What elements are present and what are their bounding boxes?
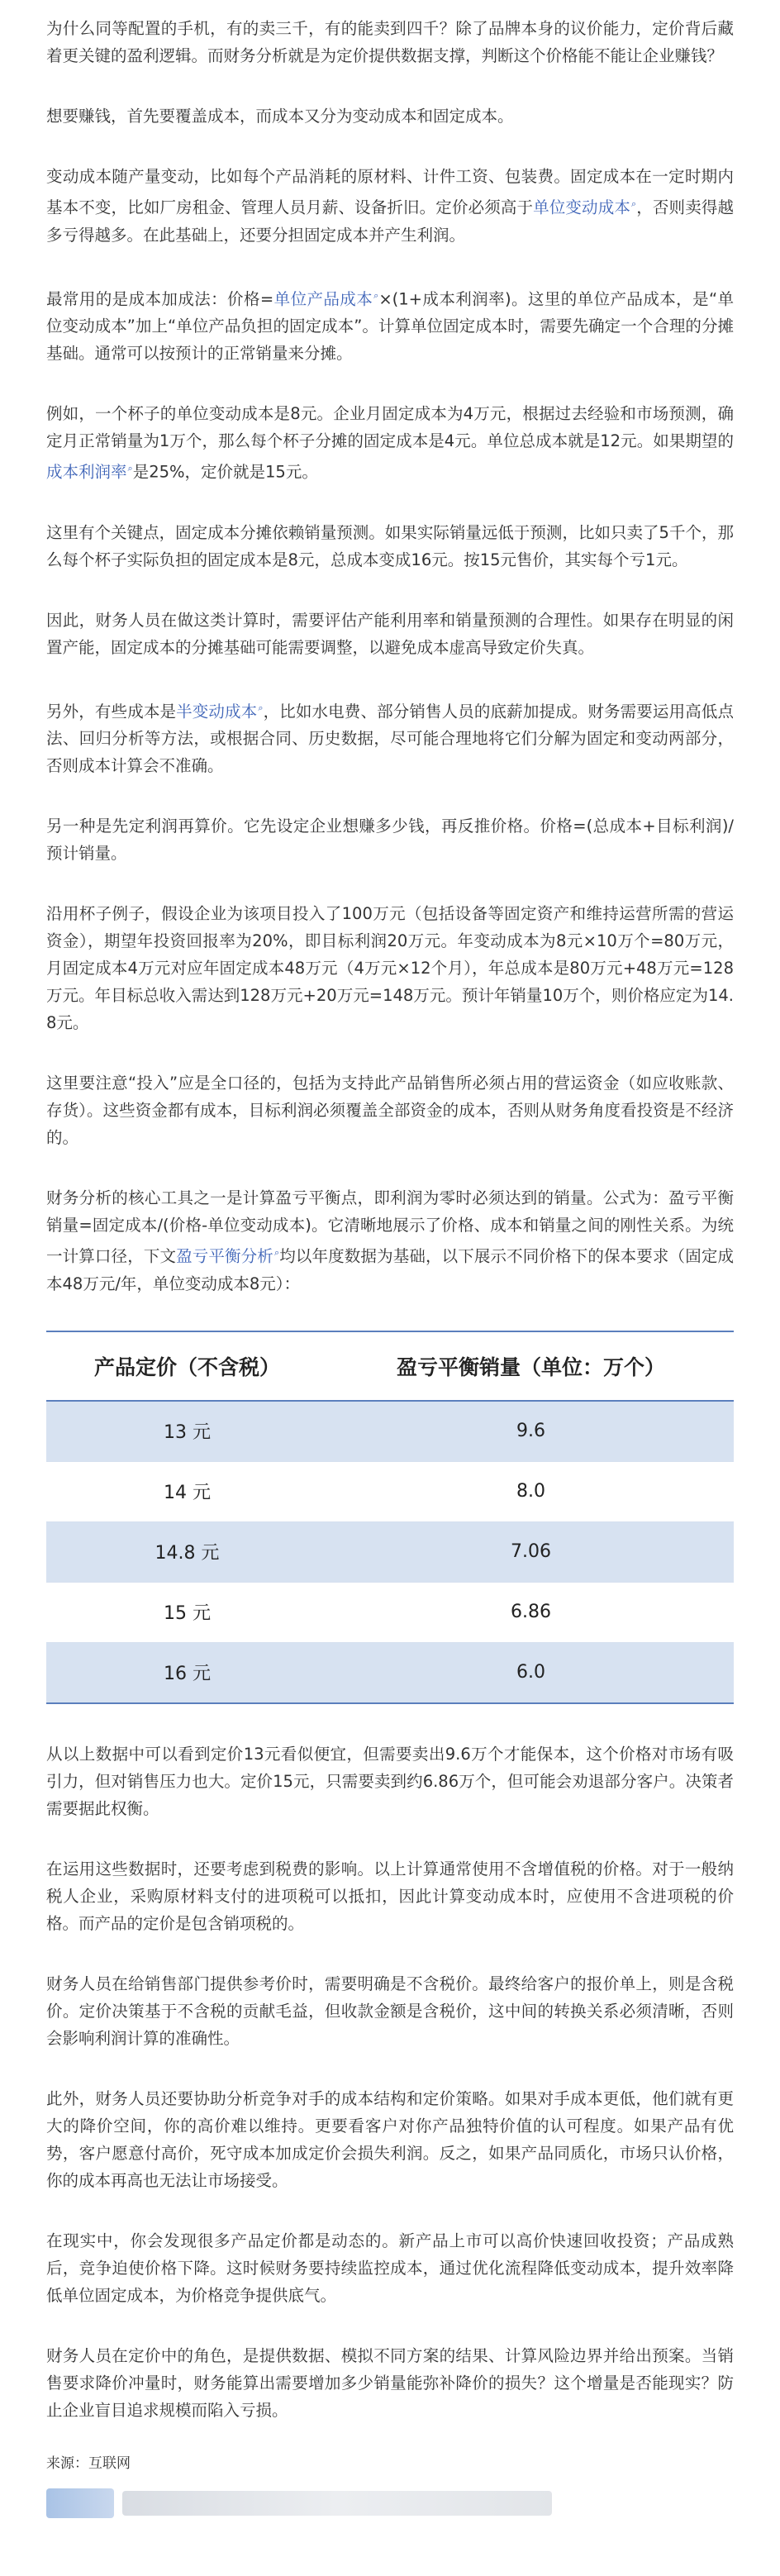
paragraph bbox=[46, 1069, 734, 1151]
paragraph bbox=[46, 2227, 734, 2309]
keyword-link[interactable]: 单位变动成本 bbox=[533, 198, 630, 217]
paragraph-text: 在现实中，你会发现很多产品定价都是动态的。新产品上市可以高价快速回收投资；产品成熟后，竞争迫使价格下降。这时候财务要持续监控成本，通过优化流程降低变动成本，提升效率降低单位固定成本，为价格竞争提供底气。 bbox=[46, 2231, 734, 2305]
avatar bbox=[46, 2488, 114, 2518]
price-cell: 15 元 bbox=[46, 1582, 328, 1642]
table-header-row bbox=[46, 1331, 734, 1401]
paragraph bbox=[46, 519, 734, 574]
paragraph bbox=[46, 1740, 734, 1822]
table-header-price: 产品定价（不含税） bbox=[46, 1331, 328, 1401]
table-row bbox=[46, 1521, 734, 1582]
keyword-link[interactable]: 成本利润率 bbox=[46, 462, 127, 482]
paragraph bbox=[46, 2342, 734, 2424]
qty-cell: 7.06 bbox=[328, 1521, 734, 1582]
paragraph bbox=[46, 2085, 734, 2194]
paragraph bbox=[46, 1970, 734, 2052]
paragraph bbox=[46, 1184, 734, 1298]
qty-cell: 9.6 bbox=[328, 1401, 734, 1462]
paragraph-text: ×(1+成本利润率)。这里的单位产品成本，是“单位变动成本”加上“单位产品负担的固定成本”。计算单位固定成本时，需要先确定一个合理的分摊基础。通常可以按预计的正常销量来分摊。 bbox=[46, 289, 734, 363]
paragraph bbox=[46, 694, 734, 780]
paragraph-text: 沿用杯子例子，假设企业为该项目投入了100万元（包括设备等固定资产和维持运营所需的营运资金），期望年投资回报率为20%，即目标利润20万元。年变动成本为8元×10万个=80万元，月固定成本4万元对应年固定成本48万元（4万元×12个月），年总成本是80万元+48万元=128万元。年目标总收入需达到128万元+20万元=148万元。预计年销量10万个，则价格应定为14.8元。 bbox=[46, 904, 734, 1032]
paragraph-text: 变动成本随产量变动，比如每个产品消耗的原材料、计件工资、包装费。固定成本在一定时期内基本不变，比如厂房租金、管理人员月薪、设备折旧。定价必须高于 bbox=[46, 167, 734, 217]
paragraph-text: 从以上数据中可以看到定价13元看似便宜，但需要卖出9.6万个才能保本，这个价格对市场有吸引力，但对销售压力也大。定价15元，只需要卖到约6.86万个，但可能会劝退部分客户。决策者需要据此权衡。 bbox=[46, 1744, 734, 1818]
paragraph bbox=[46, 1855, 734, 1937]
paragraph-text: 财务人员在给销售部门提供参考价时，需要明确是不含税价。最终给客户的报价单上，则是含税价。定价决策基于不含税的贡献毛益，但收款金额是含税价，这中间的转换关系必须清晰，否则会影响利润计算的准确性。 bbox=[46, 1974, 734, 2048]
table-header-qty: 盈亏平衡销量（单位：万个） bbox=[328, 1331, 734, 1401]
price-cell: 14.8 元 bbox=[46, 1521, 328, 1582]
paragraph bbox=[46, 102, 734, 130]
paragraph-text: 财务人员在定价中的角色，是提供数据、模拟不同方案的结果、计算风险边界并给出预案。当销售要求降价冲量时，财务能算出需要增加多少销量能弥补降价的损失？这个增量是否能现实？防止企业盲目追求规模而陷入亏损。 bbox=[46, 2345, 734, 2420]
author-name-blurred bbox=[122, 2491, 552, 2516]
table-body bbox=[46, 1401, 734, 1703]
price-cell: 14 元 bbox=[46, 1461, 328, 1521]
price-cell: 13 元 bbox=[46, 1401, 328, 1462]
price-cell: 16 元 bbox=[46, 1642, 328, 1703]
table-row bbox=[46, 1642, 734, 1703]
paragraph bbox=[46, 900, 734, 1036]
paragraph bbox=[46, 163, 734, 249]
paragraph-text: ，否则卖得越多亏得越多。在此基础上，还要分担固定成本并产生利润。 bbox=[46, 198, 734, 245]
author-strip bbox=[46, 2487, 734, 2520]
paragraph-text: 另外，有些成本是 bbox=[46, 702, 177, 721]
paragraph-text: ，比如水电费、部分销售人员的底薪加提成。财务需要运用高低点法、回归分析等方法，或根据合同、历史数据，尽可能合理地将它们分解为固定和变动两部分，否则成本计算会不准确。 bbox=[46, 702, 734, 775]
keyword-link[interactable]: 盈亏平衡分析 bbox=[176, 1246, 273, 1266]
paragraph bbox=[46, 15, 734, 69]
paragraph-text: 因此，财务人员在做这类计算时，需要评估产能利用率和销量预测的合理性。如果存在明显的闲置产能，固定成本的分摊基础可能需要调整，以避免成本虚高导致定价失真。 bbox=[46, 610, 734, 657]
paragraph-text: 这里有个关键点，固定成本分摊依赖销量预测。如果实际销量远低于预测，比如只卖了5千个，那么每个杯子实际负担的固定成本是8元，总成本变成16元。按15元售价，其实每个亏1元。 bbox=[46, 522, 734, 569]
paragraph-text: 财务分析的核心工具之一是计算盈亏平衡点，即利润为零时必须达到的销量。公式为：盈亏平衡销量=固定成本/(价格-单位变动成本)。它清晰地展示了价格、成本和销量之间的刚性关系。为统一计算口径，下文 bbox=[46, 1188, 734, 1266]
search-icon[interactable]: ⌕ bbox=[630, 198, 637, 209]
search-icon[interactable]: ⌕ bbox=[373, 289, 379, 301]
paragraph-text: 在运用这些数据时，还要考虑到税费的影响。以上计算通常使用不含增值税的价格。对于一般纳税人企业，采购原材料支付的进项税可以抵扣，因此计算变动成本时，应使用不含进项税的价格。而产品的定价是包含销项税的。 bbox=[46, 1859, 734, 1933]
paragraph bbox=[46, 400, 734, 486]
qty-cell: 6.86 bbox=[328, 1582, 734, 1642]
source-line: 来源：互联网 bbox=[46, 2455, 131, 2472]
paragraph-text: 这里要注意“投入”应是全口径的，包括为支持此产品销售所必须占用的营运资金（如应收账款、存货）。这些资金都有成本，目标利润必须覆盖全部资金的成本，否则从财务角度看投资是不经济的。 bbox=[46, 1074, 734, 1147]
keyword-link[interactable]: 半变动成本 bbox=[176, 702, 258, 721]
paragraph-text: 均以年度数据为基础，以下展示不同价格下的保本要求（固定成本48万元/年，单位变动成本8元）： bbox=[46, 1246, 734, 1293]
break-even-table bbox=[46, 1331, 734, 1704]
paragraph bbox=[46, 812, 734, 867]
qty-cell: 6.0 bbox=[328, 1642, 734, 1703]
search-icon[interactable]: ⌕ bbox=[273, 1247, 280, 1258]
table-row bbox=[46, 1582, 734, 1642]
paragraph bbox=[46, 282, 734, 368]
qty-cell: 8.0 bbox=[328, 1461, 734, 1521]
paragraph-text: 此外，财务人员还要协助分析竞争对手的成本结构和定价策略。如果对手成本更低，他们就有更大的降价空间，你的高价难以维持。更要看客户对你产品独特价值的认可程度。如果产品有优势，客户愿意付高价，死守成本加成定价会损失利润。反之，如果产品同质化，市场只认价格，你的成本再高也无法让市场接受。 bbox=[46, 2088, 734, 2190]
paragraph-text: 另一种是先定利润再算价。它先设定企业想赚多少钱，再反推价格。价格=(总成本+目标利润)/预计销量。 bbox=[46, 817, 734, 863]
paragraph-text: 是25%，定价就是15元。 bbox=[132, 462, 318, 482]
keyword-link[interactable]: 单位产品成本 bbox=[273, 289, 373, 308]
paragraph-text: 最常用的是成本加成法：价格= bbox=[46, 289, 274, 308]
article-body-top bbox=[46, 15, 734, 1298]
table-row bbox=[46, 1461, 734, 1521]
paragraph bbox=[46, 607, 734, 661]
break-even-table-wrap bbox=[46, 1331, 734, 1704]
table-row bbox=[46, 1401, 734, 1462]
article-body-bottom bbox=[46, 1740, 734, 2424]
search-icon[interactable]: ⌕ bbox=[127, 463, 133, 474]
paragraph-text: 想要赚钱，首先要覆盖成本，而成本又分为变动成本和固定成本。 bbox=[46, 107, 514, 126]
paragraph-text: 为什么同等配置的手机，有的卖三千，有的能卖到四千？除了品牌本身的议价能力，定价背后藏着更关键的盈利逻辑。而财务分析就是为定价提供数据支撑，判断这个价格能不能让企业赚钱？ bbox=[46, 19, 734, 65]
search-icon[interactable]: ⌕ bbox=[258, 702, 264, 713]
paragraph-text: 例如，一个杯子的单位变动成本是8元。企业月固定成本为4万元，根据过去经验和市场预测，确定月正常销量为1万个，那么每个杯子分摊的固定成本是4元。单位总成本就是12元。如果期望的 bbox=[46, 404, 734, 450]
